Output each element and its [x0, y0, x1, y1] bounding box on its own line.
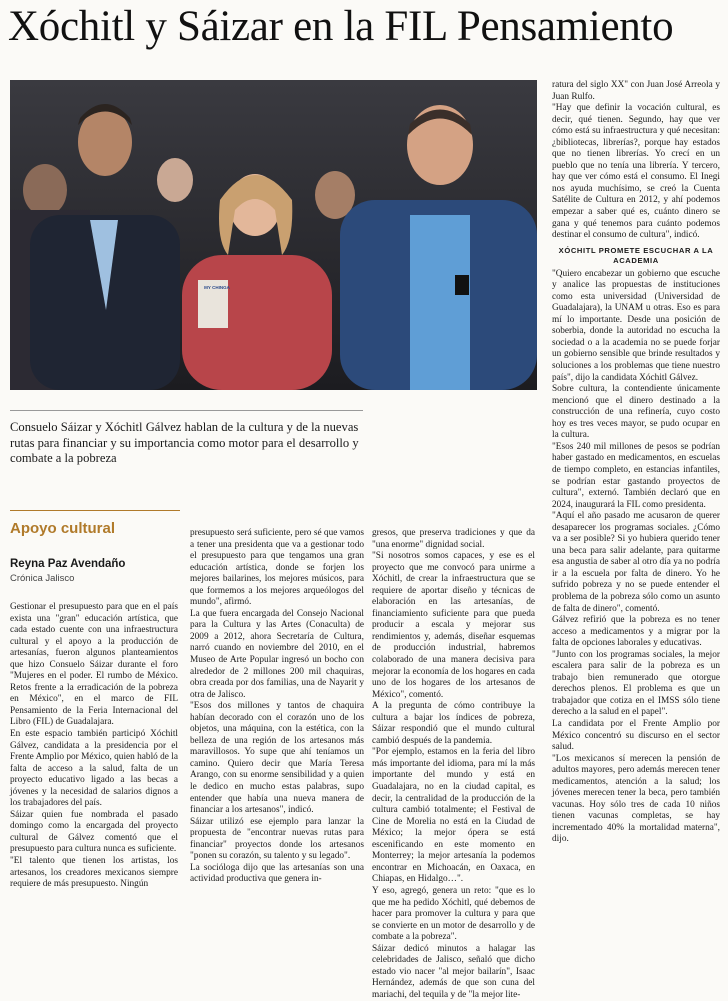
- paragraph: En este espacio también participó Xóchitl Gálvez, candidata a la presidencia por el Frente Amplio por México, quien habló de la falta de acceso a la salud, falta de un proyecto educativo ligado a las becas a jóvenes y la necesidad de salarios dignos a los trabajadores del país.: [10, 729, 178, 809]
- paragraph: La candidata por el Frente Amplio por México concentró su discurso en el sector salud.: [552, 718, 720, 753]
- section-label: Apoyo cultural: [10, 520, 116, 537]
- paragraph: Sobre cultura, la contendiente únicamente mencionó que el dinero destinado a la construcción de una refinería, cuyo costo hoy es tres veces mayor, se pudo ocupar en la cultura.: [552, 384, 720, 441]
- book-cover-text: MY CHINGA: [204, 285, 230, 290]
- paragraph: Sáizar utilizó ese ejemplo para lanzar la propuesta de "encontrar nuevas rutas para financiar" proyectos donde los artesanos "ponen su corazón, su talento y su legado".: [190, 816, 364, 862]
- event-photo-illustration: [10, 80, 537, 390]
- paragraph: Gálvez refirió que la pobreza es no tener acceso a medicamentos y a migrar por la falta de opciones laborales y educativas.: [552, 615, 720, 649]
- paragraph: Sáizar quien fue nombrada el pasado domingo como la encargada del proyecto cultural de Gálvez comentó que el presupuesto para cultura nunca es suficiente.: [10, 809, 178, 855]
- headline: Xóchitl y Sáizar en la FIL Pensamiento: [8, 3, 674, 50]
- paragraph: "Esos 240 mil millones de pesos se podrían haber gastado en medicamentos, en escuelas de tiempo completo, en estancias infantiles, se podrían estar gastando proyectos de cultura", externó. También declaró que en 2024, inaugurará la FIL como presidenta.: [552, 441, 720, 510]
- column-1: [10, 602, 178, 891]
- paragraph: La socióloga dijo que las artesanías son una actividad productiva que genera in-: [190, 862, 364, 885]
- byline: Reyna Paz Avendaño: [10, 558, 126, 570]
- caption-rule: [10, 410, 363, 411]
- column-3: [372, 528, 535, 1001]
- paragraph: "Aquí el año pasado me acusaron de querer desaparecer los programas sociales. ¿Cómo va a ser posible? Si yo hubiera querido tener una beca para salir adelante, para quitarme esa angustia de saber al otro día ya no podría ir a la escuela por falta de dinero. Yo he sufrido pobreza y no se puede entender el problema de la pobreza sólo como un asunto de falta de dinero", comentó.: [552, 511, 720, 614]
- article-photo: [10, 80, 537, 390]
- paragraph: gresos, que preserva tradiciones y que da "una enorme" dignidad social.: [372, 528, 535, 550]
- paragraph: Y eso, agregó, genera un reto: "que es lo que me ha pedido Xóchitl, qué debemos de hacer para promover la cultura y para que se convierte en un motor de desarrollo y de combate a la pobreza".: [372, 885, 535, 943]
- paragraph: "Hay que definir la vocación cultural, es decir, qué tienen. Segundo, hay que ver cómo está su infraestructura y qué necesitan: ¿bibliotecas, librerías?, porque hay estados que no tienen librerías. Yo crecí en un pueblo que no tenía una librería. Y tercero, hay que ver cómo está el consumo. El Inegi nos ayuda muchísimo, se creó la Cuenta Satélite de Cultura en 2012, y ahí podemos empezar a saber qué es, cuánto dinero se gana y qué tenemos para cuánto podemos destinar el consumo de cultura", indicó.: [552, 103, 720, 241]
- paragraph: "Junto con los programas sociales, la mejor escalera para salir de la pobreza es un trabajo bien remunerado que otorgue derechos plenos. El problema es que un trabajador que cotiza en el IMSS sólo tiene derecho a la salud en el papel".: [552, 649, 720, 718]
- outlet: Crónica Jalisco: [10, 573, 75, 584]
- paragraph: "Quiero encabezar un gobierno que escuche y analice las propuestas de instituciones como esta universidad (Universidad de Guadalajara), la UNAM u otras. Eso es para mí lo importante. Desde una posición de soberbia, donde la autoridad no escucha la sociedad o a la academia no se puede forjar un gobierno sensible que brinde resultados y soluciones a los problemas que tiene nuestro país", dijo la candidata Xóchitl Gálvez.: [552, 268, 720, 383]
- paragraph: "Por ejemplo, estamos en la feria del libro más importante del idioma, para mí la más importante del mundo y está en Guadalajara, no en la ciudad capital, es decir, la centralidad de la producción de la cultura cambió totalmente; el Festival de Cine de Morelia no está en la Ciudad de México; la mejor ópera se está escenificando en este momento en Monterrey; la mejor artesanía la podemos encontrar en Michoacán, en Oaxaca, en Chiapas, en Hidalgo…".: [372, 747, 535, 885]
- paragraph: "El talento que tienen los artistas, los artesanos, los creadores mexicanos siempre requiere de más presupuesto. Ningún: [10, 856, 178, 890]
- paragraph: A la pregunta de cómo contribuye la cultura a bajar los índices de pobreza, Sáizar respondió que el mundo cultural cambió después de la pandemia.: [372, 701, 535, 746]
- paragraph: La que fuera encargada del Consejo Nacional para la Cultura y las Artes (Conaculta) de 2009 a 2012, ahora Secretaría de Cultura, narró cuando en noviembre del 2010, en el Museo de Arte Popular ingresó un bocho con alrededor de 2 millones 200 mil chaquiras, obra creada por dos familias, una de Nayarit y otra de Jalisco.: [190, 608, 364, 700]
- subheading: XÓCHITL PROMETE ESCUCHAR A LA ACADEMIA: [558, 245, 714, 265]
- photo-caption: Consuelo Sáizar y Xóchitl Gálvez hablan de la cultura y de la nuevas rutas para financiar y su importancia como motor para el desarrollo y combate a la pobreza: [10, 420, 359, 465]
- paragraph: ratura del siglo XX" con Juan José Arreola y Juan Rulfo.: [552, 80, 720, 102]
- paragraph: "Si nosotros somos capaces, y ese es el proyecto que me convocó para unirme a Xóchitl, de crear la infraestructura que se requiere de aportar diseño y técnicas de elaboración en las artesanías, de financiamiento suficiente para que pueda producir a escala y mejorar sus rendimientos y, además, diseñar esquemas de producción industrial, habremos colaborado de una manera decisiva para mejorar la economía de los hogares en cada uno de los hogares de los artesanos de México", comentó.: [372, 551, 535, 700]
- paragraph: "Esos dos millones y tantos de chaquira habían decorado con el corazón uno de los objetos, una máquina, con la estética, con la belleza de una región de los artesanos más maravillosos. Yo supe que ahí teníamos un camino. Quiero decir que María Teresa Arango, con su enorme sensibilidad y a quien le dedico en mucho estas palabras, supo entender que había una nueva manera de financiar a los artesanos", indicó.: [190, 701, 364, 816]
- column-2: [190, 528, 364, 886]
- paragraph: presupuesto será suficiente, pero sé que vamos a tener una presidenta que va a gestionar todo el presupuesto para que tengamos una gran educación artística, donde se forjen los mejores bailarines, los mejores músicos, para que formemos a los mejores arqueólogos del mundo", afirmó.: [190, 528, 364, 608]
- paragraph: "Los mexicanos sí merecen la pensión de adultos mayores, pero además merecen tener medicamentos, atención a la salud; los jóvenes merecen tener la beca, pero también vacunas. Hoy sólo tres de cada 10 niños tienen vacunas completas, se hay incrementado 40% la mortalidad materna", dijo.: [552, 753, 720, 845]
- paragraph: Sáizar dedicó minutos a halagar las celebridades de Jalisco, señaló que dicho estado vio nacer "al mejor bailarín", Isaac Hernández, además de que son cuna del mariachi, del tequila y de "la mejor lite-: [372, 943, 535, 1000]
- section-rule: [10, 510, 180, 511]
- column-4: [552, 80, 720, 846]
- paragraph: Gestionar el presupuesto para que en el país exista una "gran" educación artística, que cada estado cuente con una infraestructura cultural y el apoyo a la producción de artesanías, fueron algunos planteamientos que hizo Consuelo Sáizar durante el foro "Mujeres en el poder. El rumbo de México. Retos frente a la erradicación de la pobreza en México", en el marco de FIL Pensamiento de la Feria Internacional del Libro (FIL) de Guadalajara.: [10, 602, 178, 728]
